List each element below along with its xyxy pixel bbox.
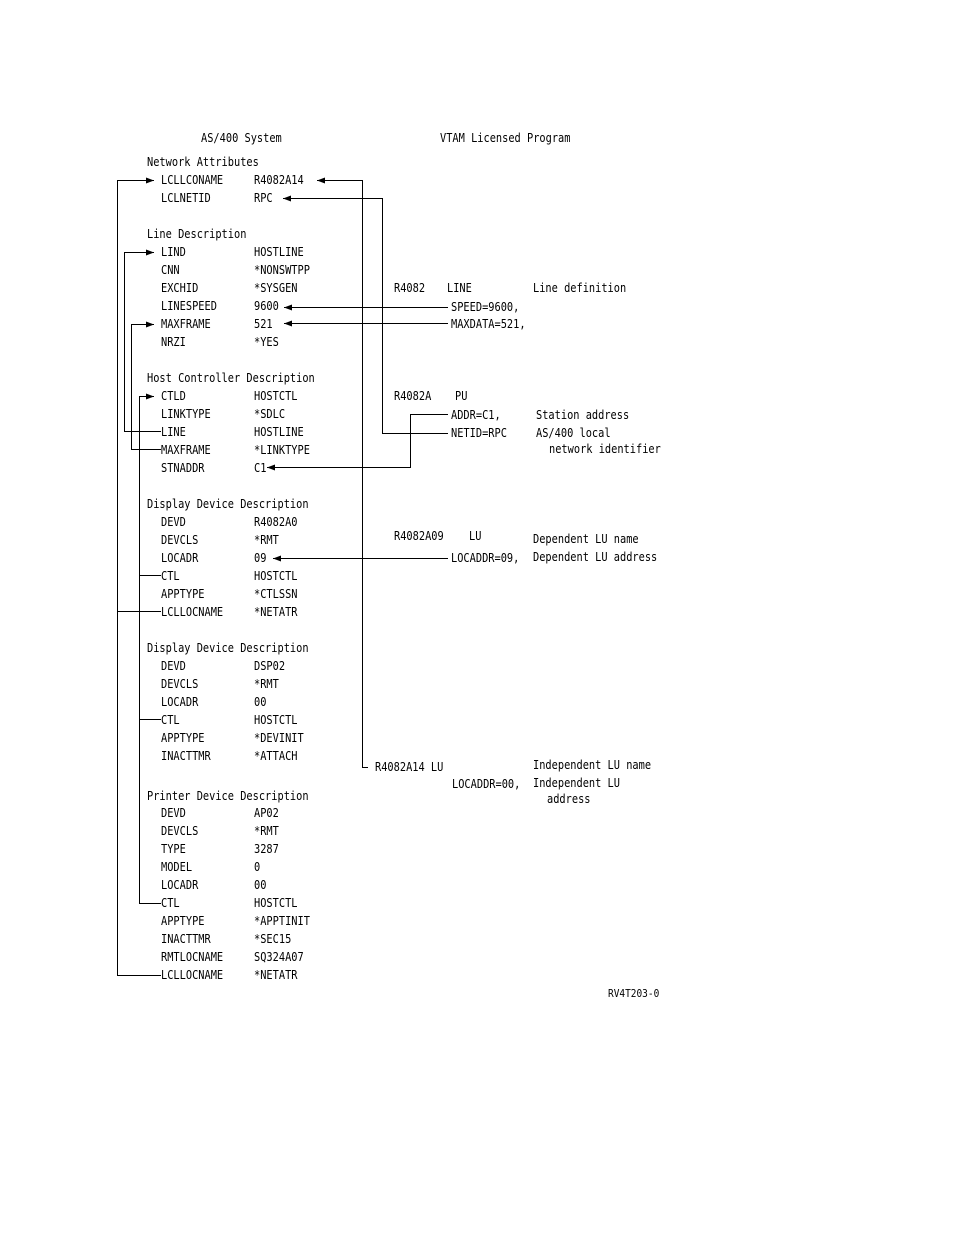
value-lind: HOSTLINE <box>254 245 304 259</box>
value-lclnetid: RPC <box>254 191 273 205</box>
value-locadr-2: 00 <box>254 695 267 709</box>
value-model-p: 0 <box>254 860 261 874</box>
param-locadr-2: LOCADR <box>161 695 199 709</box>
param-devcls-1: DEVCLS <box>161 533 199 547</box>
vtam-indep-lu-locaddr: LOCADDR=00, <box>452 777 521 791</box>
param-ctl-1: CTL <box>161 569 180 583</box>
param-devcls-p: DEVCLS <box>161 824 199 838</box>
param-maxframe-line: MAXFRAME <box>161 317 211 331</box>
figure-id: RV4T203-0 <box>608 987 660 1000</box>
value-nrzi: *YES <box>254 335 279 349</box>
param-lind: LIND <box>161 245 186 259</box>
section-title-host-controller: Host Controller Description <box>147 371 315 385</box>
param-model-p: MODEL <box>161 860 193 874</box>
param-rmtlocname-p: RMTLOCNAME <box>161 950 224 964</box>
param-inacttmr-p: INACTTMR <box>161 932 211 946</box>
value-locadr-p: 00 <box>254 878 267 892</box>
vtam-line-comment: Line definition <box>533 281 627 295</box>
value-inacttmr-p: *SEC15 <box>254 932 292 946</box>
param-type-p: TYPE <box>161 842 186 856</box>
value-type-p: 3287 <box>254 842 279 856</box>
param-exchid: EXCHID <box>161 281 199 295</box>
param-apptype-p: APPTYPE <box>161 914 205 928</box>
value-devd-1: R4082A0 <box>254 515 298 529</box>
vtam-line-name: R4082 <box>394 281 426 295</box>
vtam-pu-netid-comment-1: AS/400 local <box>536 426 611 440</box>
header-as400-system: AS/400 System <box>201 131 282 145</box>
value-lcllocname-p: *NETATR <box>254 968 298 982</box>
value-apptype-1: *CTLSSN <box>254 587 298 601</box>
vtam-dep-lu-locaddr: LOCADDR=09, <box>451 551 520 565</box>
value-rmtlocname-p: SQ324A07 <box>254 950 304 964</box>
value-lcllconame: R4082A14 <box>254 173 304 187</box>
lclconame-link <box>317 181 368 768</box>
vtam-dep-lu-comment-name: Dependent LU name <box>533 532 639 546</box>
value-stnaddr: C1 <box>254 461 267 475</box>
value-devcls-1: *RMT <box>254 533 279 547</box>
param-devd-2: DEVD <box>161 659 186 673</box>
maxframe-link <box>132 325 162 450</box>
header-vtam-licensed-program: VTAM Licensed Program <box>440 131 571 145</box>
param-locadr-p: LOCADR <box>161 878 199 892</box>
param-linktype: LINKTYPE <box>161 407 211 421</box>
value-apptype-p: *APPTINIT <box>254 914 310 928</box>
param-nrzi: NRZI <box>161 335 186 349</box>
section-title-display-device-1: Display Device Description <box>147 497 309 511</box>
value-maxframe-line: 521 <box>254 317 273 331</box>
param-inacttmr-2: INACTTMR <box>161 749 211 763</box>
value-devcls-p: *RMT <box>254 824 279 838</box>
param-lcllconame: LCLLCONAME <box>161 173 224 187</box>
param-apptype-1: APPTYPE <box>161 587 205 601</box>
param-devd-p: DEVD <box>161 806 186 820</box>
value-devcls-2: *RMT <box>254 677 279 691</box>
vtam-dep-lu-comment-addr: Dependent LU address <box>533 550 658 564</box>
value-ctl-2: HOSTCTL <box>254 713 298 727</box>
value-maxframe-ctl: *LINKTYPE <box>254 443 310 457</box>
vtam-pu-addr: ADDR=C1, <box>451 408 501 422</box>
param-ctld: CTLD <box>161 389 186 403</box>
line-link <box>125 253 162 432</box>
param-line: LINE <box>161 425 186 439</box>
value-ctld: HOSTCTL <box>254 389 298 403</box>
vtam-indep-lu-comment-addr-1: Independent LU <box>533 776 620 790</box>
vtam-pu-name: R4082A <box>394 389 432 403</box>
vtam-pu-netid-comment-2: network identifier <box>549 442 661 456</box>
value-lcllocname-1: *NETATR <box>254 605 298 619</box>
param-ctl-2: CTL <box>161 713 180 727</box>
param-apptype-2: APPTYPE <box>161 731 205 745</box>
param-locadr-1: LOCADR <box>161 551 199 565</box>
value-line: HOSTLINE <box>254 425 304 439</box>
param-lcllocname-p: LCLLOCNAME <box>161 968 224 982</box>
value-ctl-p: HOSTCTL <box>254 896 298 910</box>
param-lcllocname-1: LCLLOCNAME <box>161 605 224 619</box>
value-inacttmr-2: *ATTACH <box>254 749 298 763</box>
vtam-pu-macro: PU <box>455 389 468 403</box>
addr-link <box>267 415 448 468</box>
value-exchid: *SYSGEN <box>254 281 298 295</box>
vtam-indep-lu-label: R4082A14 LU <box>375 760 444 774</box>
param-lclnetid: LCLNETID <box>161 191 211 205</box>
param-stnaddr: STNADDR <box>161 461 205 475</box>
section-title-display-device-2: Display Device Description <box>147 641 309 655</box>
vtam-dep-lu-macro: LU <box>469 529 482 543</box>
param-devcls-2: DEVCLS <box>161 677 199 691</box>
section-title-printer-device: Printer Device Description <box>147 789 309 803</box>
value-linespeed: 9600 <box>254 299 279 313</box>
param-linespeed: LINESPEED <box>161 299 217 313</box>
vtam-line-maxdata: MAXDATA=521, <box>451 317 526 331</box>
vtam-line-macro: LINE <box>447 281 472 295</box>
section-title-line-description: Line Description <box>147 227 247 241</box>
value-cnn: *NONSWTPP <box>254 263 310 277</box>
vtam-indep-lu-comment-name: Independent LU name <box>533 758 652 772</box>
param-ctl-p: CTL <box>161 896 180 910</box>
vtam-line-speed: SPEED=9600, <box>451 300 520 314</box>
param-maxframe-ctl: MAXFRAME <box>161 443 211 457</box>
value-linktype: *SDLC <box>254 407 286 421</box>
vtam-indep-lu-comment-addr-2: address <box>547 792 591 806</box>
value-ctl-1: HOSTCTL <box>254 569 298 583</box>
section-title-network-attributes: Network Attributes <box>147 155 259 169</box>
param-devd-1: DEVD <box>161 515 186 529</box>
value-locadr-1: 09 <box>254 551 267 565</box>
value-devd-p: AP02 <box>254 806 279 820</box>
param-cnn: CNN <box>161 263 180 277</box>
value-apptype-2: *DEVINIT <box>254 731 304 745</box>
vtam-pu-netid: NETID=RPC <box>451 426 507 440</box>
vtam-pu-addr-comment: Station address <box>536 408 630 422</box>
value-devd-2: DSP02 <box>254 659 286 673</box>
vtam-dep-lu-name: R4082A09 <box>394 529 444 543</box>
